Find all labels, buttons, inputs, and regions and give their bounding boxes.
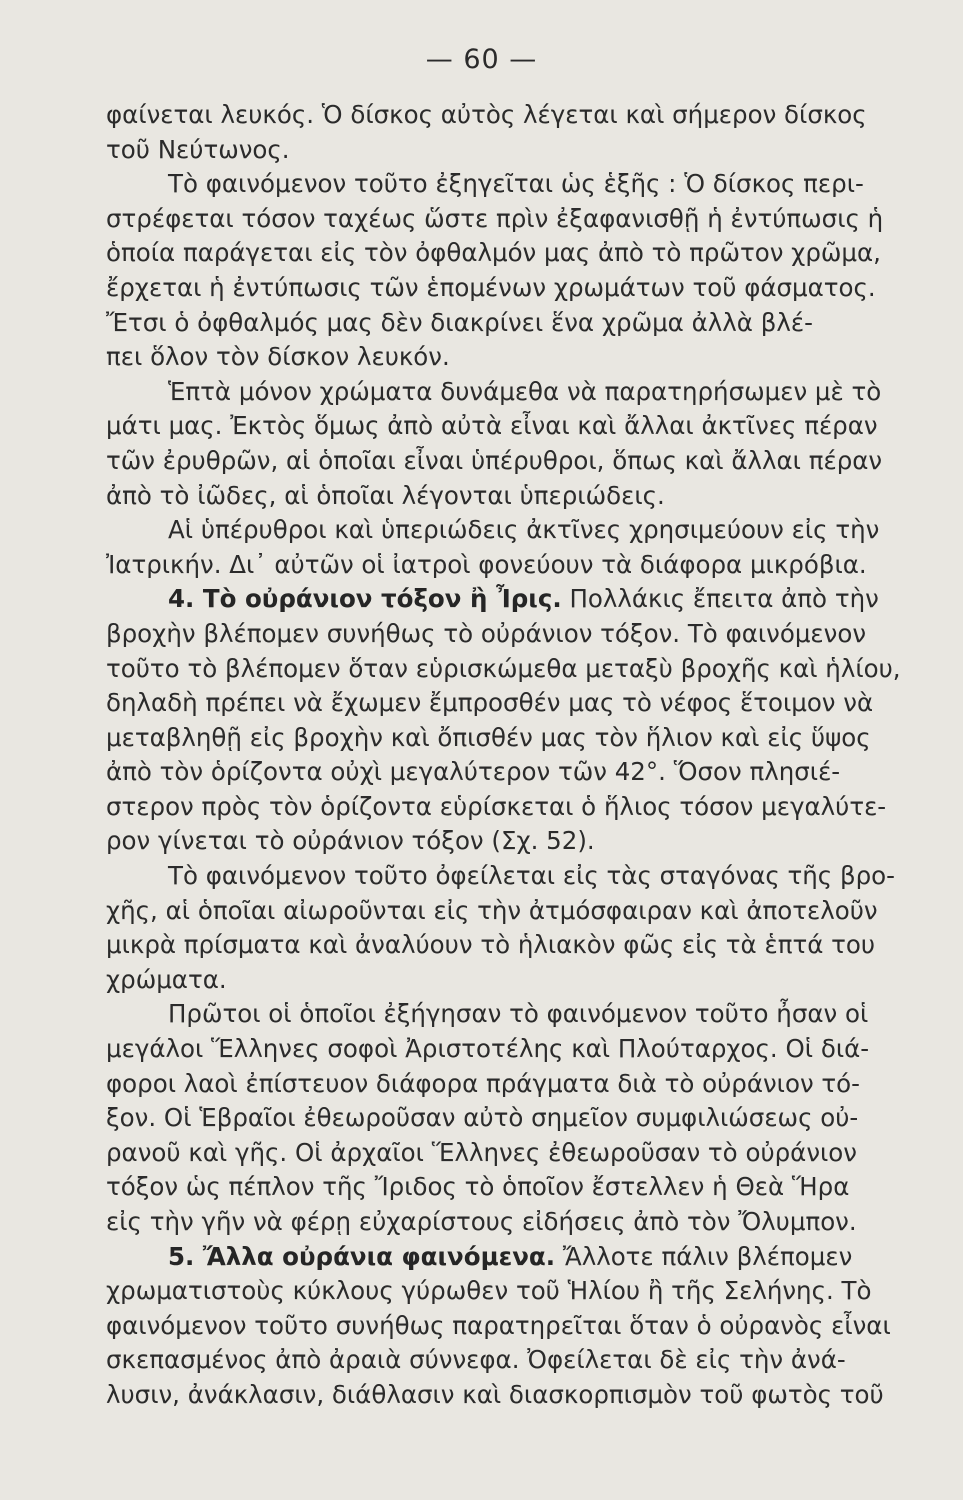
text-line: [106, 755, 946, 790]
text-line: [106, 1343, 946, 1378]
text-line: [106, 617, 946, 652]
text-line: [106, 686, 946, 721]
line-text: ρον γίνεται τὸ οὐράνιον τόξον (Σχ. 52).: [106, 826, 595, 856]
text-line: [106, 1170, 946, 1205]
text-line: [106, 98, 946, 133]
line-text: ὁποία παράγεται εἰς τὸν ὀφθαλμόν μας ἀπὸ τὸ πρῶτον χρῶμα,: [106, 238, 881, 268]
line-text: Πολλάκις ἔπειτα ἀπὸ τὴν: [561, 584, 879, 614]
line-text: Ἰατρικήν. Δι᾿ αὐτῶν οἱ ἰατροὶ φονεύουν τὰ διάφορα μικρόβια.: [106, 549, 867, 579]
text-line: [106, 236, 946, 271]
line-text: φαίνεται λευκός. Ὁ δίσκος αὐτὸς λέγεται καὶ σήμερον δίσκος: [106, 100, 867, 129]
line-text: στερον πρὸς τὸν ὁρίζοντα εὑρίσκεται ὁ ἥλιος τόσον μεγαλύτε-: [106, 791, 887, 821]
line-text: ἀπὸ τὸ ἰῶδες, αἱ ὁποῖαι λέγονται ὑπεριώδεις.: [106, 480, 665, 510]
section-heading: 5. Ἄλλα οὐράνια φαινόμενα.: [168, 1241, 556, 1271]
text-line: [106, 513, 946, 548]
line-text: τοῦ Νεύτωνος.: [106, 134, 290, 164]
line-text: βροχὴν βλέπομεν συνήθως τὸ οὐράνιον τόξον. Τὸ φαινόμενον: [106, 618, 867, 648]
text-line: [106, 1205, 946, 1240]
page-number: — 60 —: [425, 44, 538, 75]
line-text: τοῦτο τὸ βλέπομεν ὅταν εὑρισκώμεθα μεταξὺ βροχῆς καὶ ἡλίου,: [106, 653, 901, 683]
line-text: Πρῶτοι οἱ ὁποῖοι ἐξήγησαν τὸ φαινόμενον τοῦτο ἦσαν οἱ: [168, 999, 869, 1029]
text-line: [106, 582, 946, 617]
text-line: [106, 375, 946, 410]
line-text: μάτι μας. Ἐκτὸς ὅμως ἀπὸ αὐτὰ εἶναι καὶ ἄλλαι ἀκτῖνες πέραν: [106, 411, 878, 441]
text-line: [106, 652, 946, 687]
line-text: Αἱ ὑπέρυθροι καὶ ὑπεριώδεις ἀκτῖνες χρησιμεύουν εἰς τὴν: [168, 515, 880, 545]
line-text: ρανοῦ καὶ γῆς. Οἱ ἀρχαῖοι Ἕλληνες ἐθεωροῦσαν τὸ οὐράνιον: [106, 1137, 857, 1167]
text-line: [106, 1067, 946, 1102]
line-text: μεταβληθῇ εἰς βροχὴν καὶ ὄπισθέν μας τὸν ἥλιον καὶ εἰς ὕψος: [106, 722, 871, 752]
text-line: [106, 1136, 946, 1171]
line-text: ἀπὸ τὸν ὁρίζοντα οὐχὶ μεγαλύτερον τῶν 42°. Ὅσον πλησιέ-: [106, 757, 841, 787]
line-text: λυσιν, ἀνάκλασιν, διάθλασιν καὶ διασκορπισμὸν τοῦ φωτὸς τοῦ: [106, 1379, 884, 1409]
line-text: τόξον ὡς πέπλον τῆς Ἴριδος τὸ ὁποῖον ἔστελλεν ἡ Θεὰ Ἥρα: [106, 1172, 850, 1202]
text-line: [106, 1101, 946, 1136]
line-text: πει ὅλον τὸν δίσκον λευκόν.: [106, 342, 450, 372]
line-text: Τὸ φαινόμενον τοῦτο ὀφείλεται εἰς τὰς σταγόνας τῆς βρο-: [168, 861, 895, 891]
text-line: [106, 824, 946, 859]
line-text: μικρὰ πρίσματα καὶ ἀναλύουν τὸ ἡλιακὸν φῶς εἰς τὰ ἑπτά του: [106, 930, 876, 960]
text-line: [106, 790, 946, 825]
text-line: [106, 167, 946, 202]
text-line: [106, 721, 946, 756]
text-line: [106, 1309, 946, 1344]
text-line: [106, 1274, 946, 1309]
text-line: [106, 894, 946, 929]
line-text: Ἑπτὰ μόνον χρώματα δυνάμεθα νὰ παρατηρήσωμεν μὲ τὸ: [168, 376, 882, 406]
text-line: [106, 409, 946, 444]
text-line: [106, 444, 946, 479]
text-line: [106, 859, 946, 894]
line-text: μεγάλοι Ἕλληνες σοφοὶ Ἀριστοτέλης καὶ Πλούταρχος. Οἱ διά-: [106, 1034, 870, 1064]
text-line: [106, 479, 946, 514]
body-text: [106, 98, 946, 1413]
text-line: [106, 202, 946, 237]
section-heading: 4. Τὸ οὐράνιον τόξον ἢ Ἶρις.: [168, 584, 562, 614]
line-text: φαινόμενον τοῦτο συνήθως παρατηρεῖται ὅταν ὁ οὐρανὸς εἶναι: [106, 1310, 891, 1340]
text-line: [106, 963, 946, 998]
line-text: Ἔτσι ὁ ὀφθαλμός μας δὲν διακρίνει ἕνα χρῶμα ἀλλὰ βλέ-: [106, 307, 813, 337]
text-line: [106, 340, 946, 375]
line-text: Τὸ φαινόμενον τοῦτο ἐξηγεῖται ὡς ἑξῆς : Ὁ δίσκος περι-: [168, 169, 864, 199]
text-line: [106, 1378, 946, 1413]
line-text: Ἄλλοτε πάλιν βλέπομεν: [555, 1241, 853, 1271]
line-text: ἔρχεται ἡ ἐντύπωσις τῶν ἑπομένων χρωμάτων τοῦ φάσματος.: [106, 272, 876, 302]
text-line: [106, 306, 946, 341]
line-text: φοροι λαοὶ ἐπίστευον διάφορα πράγματα διὰ τὸ οὐράνιον τό-: [106, 1068, 861, 1098]
text-line: [106, 997, 946, 1032]
line-text: στρέφεται τόσον ταχέως ὥστε πρὶν ἐξαφανισθῇ ἡ ἐντύπωσις ἡ: [106, 203, 884, 233]
line-text: χρωματιστοὺς κύκλους γύρωθεν τοῦ Ἡλίου ἢ τῆς Σελήνης. Τὸ: [106, 1276, 872, 1306]
line-text: χρώματα.: [106, 964, 227, 994]
line-text: σκεπασμένος ἀπὸ ἀραιὰ σύννεφα. Ὀφείλεται δὲ εἰς τὴν ἀνά-: [106, 1345, 846, 1375]
text-line: [106, 548, 946, 583]
line-text: εἰς τὴν γῆν νὰ φέρῃ εὐχαρίστους εἰδήσεις ἀπὸ τὸν Ὄλυμπον.: [106, 1207, 857, 1236]
text-line: [106, 928, 946, 963]
line-text: τῶν ἐρυθρῶν, αἱ ὁποῖαι εἶναι ὑπέρυθροι, ὅπως καὶ ἄλλαι πέραν: [106, 445, 883, 475]
line-text: ξον. Οἱ Ἑβραῖοι ἐθεωροῦσαν αὐτὸ σημεῖον συμφιλιώσεως οὐ-: [106, 1103, 859, 1133]
text-line: [106, 271, 946, 306]
text-line: [106, 133, 946, 168]
text-line: [106, 1240, 946, 1275]
text-line: [106, 1032, 946, 1067]
line-text: δηλαδὴ πρέπει νὰ ἔχωμεν ἔμπροσθέν μας τὸ νέφος ἕτοιμον νὰ: [106, 688, 874, 718]
line-text: χῆς, αἱ ὁποῖαι αἰωροῦνται εἰς τὴν ἀτμόσφαιραν καὶ ἀποτελοῦν: [106, 895, 878, 925]
